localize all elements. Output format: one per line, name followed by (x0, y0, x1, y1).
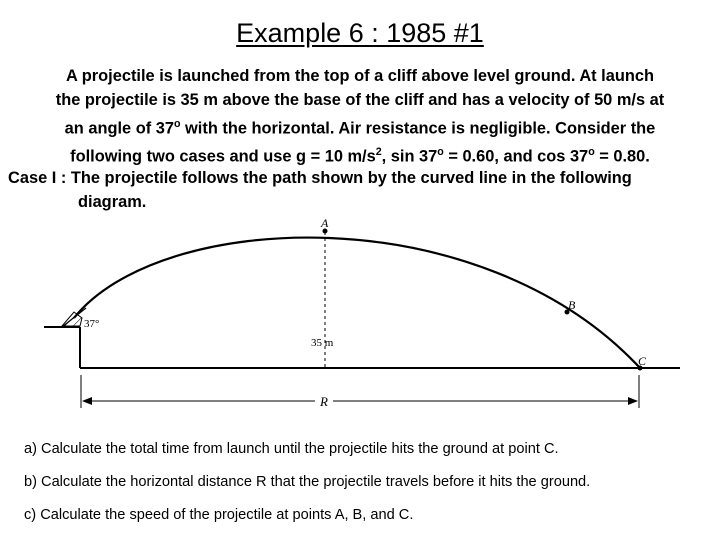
page-title: Example 6 : 1985 #1 (236, 18, 484, 48)
case-line: Case I : The projectile follows the path shown by the curved line in the following (8, 169, 632, 187)
point-b-label: B (568, 298, 576, 312)
case-description (8, 166, 708, 214)
question-c: c) Calculate the speed of the projectile at points A, B, and C. (24, 507, 414, 523)
point-c-label: C (638, 354, 647, 368)
question-list (24, 440, 714, 539)
statement-line: following two cases and use g = 10 $m/s^2$, $\sin 37^o = 0.60$, and $\cos 37^o = 0.80$. (70, 146, 650, 166)
problem-statement (14, 64, 706, 169)
statement-line: the projectile is 35 m above the base of the cliff and has a velocity of 50 m/s at (55, 91, 665, 109)
case-line: diagram. (78, 193, 147, 211)
range-arrow-right (628, 397, 638, 405)
statement-line: A projectile is launched from the top of a cliff above level ground. At launch (65, 67, 654, 85)
question-a: a) Calculate the total time from launch until the projectile hits the ground at point C. (24, 441, 559, 457)
range-arrow-left (82, 397, 92, 405)
range-label: R (320, 394, 328, 409)
projectile-diagram (0, 210, 720, 415)
statement-line: an angle of 37$^o$ with the horizontal. Air resistance is negligible. Consider the (64, 118, 656, 138)
question-b: b) Calculate the horizontal distance R that the projectile travels before it hits the ground. (24, 474, 591, 490)
trajectory-curve (74, 238, 640, 368)
point-a-label: A (321, 216, 329, 230)
height-label: 35 m (311, 337, 334, 349)
angle-label: 37° (84, 318, 100, 330)
